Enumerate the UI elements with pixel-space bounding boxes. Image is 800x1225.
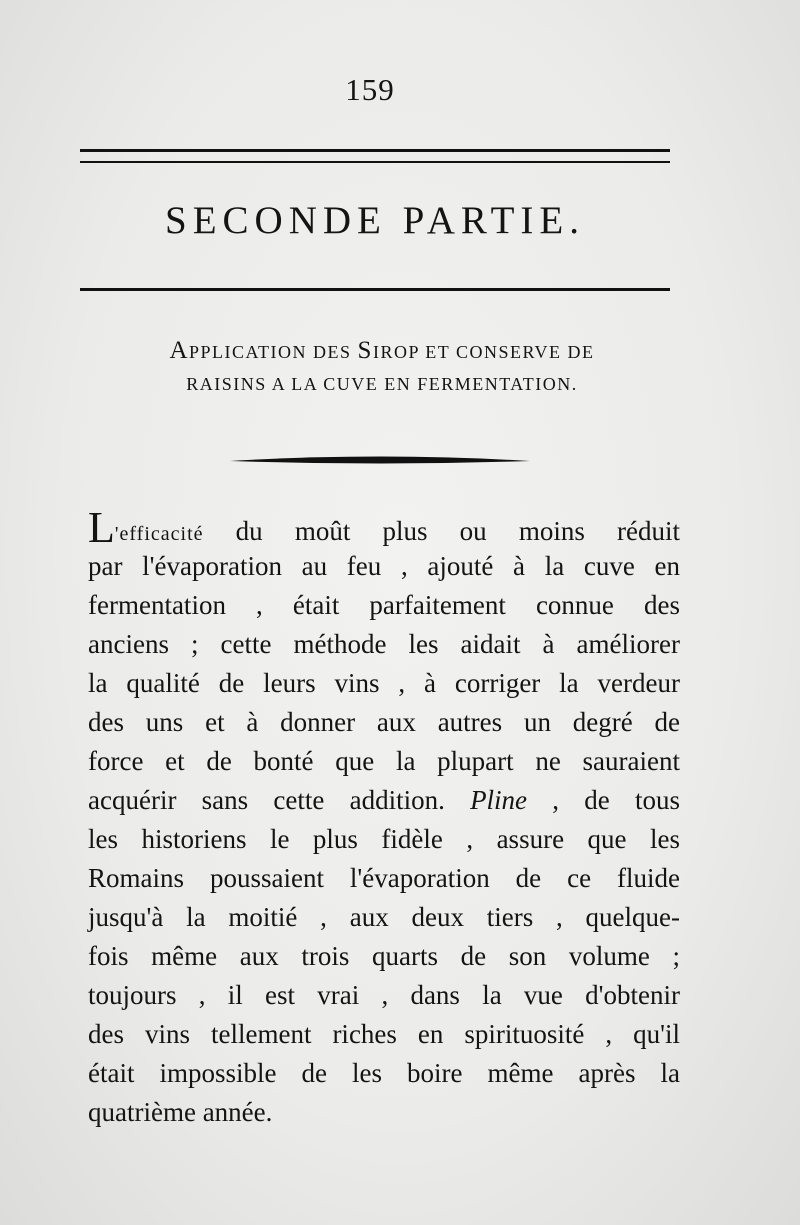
heading-initial-a: A [169,337,190,364]
page-number: 159 [345,72,395,107]
text-line-8-before: acquérir sans cette addition. [88,785,471,815]
text-line-1 [88,503,680,552]
ornamental-rule [230,453,530,467]
text-line-14: des vins tellement riches en spirituosité , qu'il [88,1019,680,1049]
text-line-7: force et de bonté que la plupart ne sauraient [88,746,680,776]
text-line-8-after: , de tous [527,785,680,815]
part-title: SECONDE PARTIE. [165,199,585,242]
heading-initial-s: S [357,337,373,364]
text-line-13: toujours , il est vrai , dans la vue d'obtenir [88,980,680,1010]
text-line-8 [88,781,680,820]
text-line-16: quatrième année. [88,1097,273,1127]
heading-word-sirop: IROP [372,342,420,362]
heading-line-2: RAISINS A LA CUVE EN FERMENTATION. [186,374,578,394]
text-line-12: fois même aux trois quarts de son volume ; [88,941,680,971]
chapter-heading [84,335,680,400]
text-line-4: anciens ; cette méthode les aidait à améliorer [88,629,680,659]
heading-words-et-conserve-de: ET CONSERVE DE [425,342,595,362]
text-line-9: les historiens le plus fidèle , assure que les [88,824,680,854]
italic-name-pline: Pline [470,785,528,815]
text-line-15: était impossible de les boire même après la [88,1058,680,1088]
body-paragraph [88,503,680,1132]
text-line-1-rest: du moût plus ou moins réduit [203,516,680,546]
text-line-6: des uns et à donner aux autres un degré de [88,707,680,737]
text-line-5: la qualité de leurs vins , à corriger la verdeur [88,668,680,698]
heading-word-des: DES [313,342,352,362]
title-rule [80,288,670,291]
text-line-11: jusqu'à la moitié , aux deux tiers , quelque- [88,902,680,932]
text-line-2: par l'évaporation au feu , ajouté à la cuve en [88,551,680,581]
heading-word-application: PPLICATION [189,342,308,362]
text-line-3: fermentation , était parfaitement connue des [88,590,680,620]
drop-cap: L [88,503,115,552]
small-caps-word: 'efficacité [114,523,204,545]
header-double-rule [80,149,670,163]
text-line-10: Romains poussaient l'évaporation de ce fluide [88,863,680,893]
